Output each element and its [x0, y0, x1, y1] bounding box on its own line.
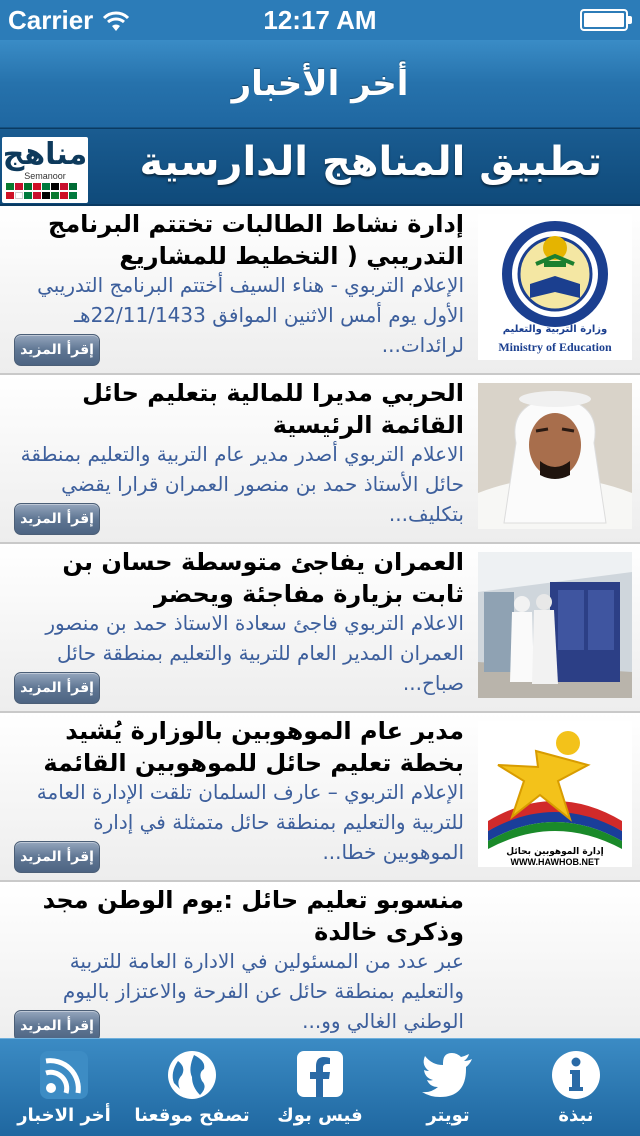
- tab-latest-news[interactable]: [0, 1039, 128, 1136]
- read-more-button[interactable]: إقرأ المزيد: [14, 503, 100, 535]
- rss-icon: [34, 1047, 94, 1103]
- news-item[interactable]: [0, 544, 640, 713]
- ministry-of-education-logo: [478, 214, 632, 360]
- thumb-caption: إدارة الموهوبين بحائل WWW.HAWHOB.NET: [506, 847, 604, 867]
- news-summary: الإعلام التربوي - هناء السيف أختتم البرنامج التدريبي الأول يوم أمس الاثنين الموافق 22/11/1433هـ لرائدات...: [37, 273, 464, 357]
- clock: 12:17 AM: [263, 5, 377, 35]
- app-banner: [0, 128, 640, 206]
- manahej-logo: [2, 137, 88, 203]
- news-summary: عبر عدد من المسئولين في الادارة العامة للتربية والتعليم بمنطقة حائل عن الفرحة والاعتزاز باليوم الوطني الغالي وو...: [62, 949, 464, 1033]
- carrier-label: Carrier: [8, 5, 94, 35]
- status-bar: [0, 0, 640, 40]
- tab-about[interactable]: [512, 1039, 640, 1136]
- tab-label: فيس بوك: [277, 1105, 363, 1126]
- tab-label: نبذة: [558, 1105, 594, 1126]
- page-title: أخر الأخبار: [231, 63, 409, 104]
- news-title[interactable]: إدارة نشاط الطالبات تختتم البرنامج التدريبي ( التخطيط للمشاريع: [48, 210, 464, 270]
- thumb-caption: وزارة التربية والتعليم: [502, 324, 608, 335]
- tab-label: أخر الاخبار: [17, 1105, 111, 1126]
- tab-facebook[interactable]: [256, 1039, 384, 1136]
- tab-twitter[interactable]: [384, 1039, 512, 1136]
- facebook-icon: [290, 1047, 350, 1103]
- news-summary: الإعلام التربوي – عارف السلمان تلقت الإدارة العامة للتربية والتعليم بمنطقة حائل متمثلة في إدارة الموهوبين خطا...: [36, 780, 464, 864]
- gifted-star-logo: [478, 721, 632, 867]
- news-title[interactable]: العمران يفاجئ متوسطة حسان بن ثابت بزيارة مفاجئة ويحضر: [62, 548, 464, 608]
- news-summary: الاعلام التربوي أصدر مدير عام التربية والتعليم بمنطقة حائل الأستاذ حمد بن منصور العمران قرارا يقضي بتكليف...: [20, 442, 464, 526]
- news-title[interactable]: مدير عام الموهوبين بالوزارة يُشيد بخطة تعليم حائل للموهوبين القائمة: [43, 717, 464, 777]
- nav-bar: [0, 40, 640, 128]
- logo-text: مناهج: [2, 137, 88, 172]
- news-summary: الاعلام التربوي فاجئ سعادة الاستاذ حمد بن منصور العمران المدير العام للتربية والتعليم بمنطقة حائل صباح...: [45, 611, 464, 695]
- banner-title: تطبيق المناهج الدارسية: [139, 139, 602, 185]
- news-item[interactable]: [0, 882, 640, 1038]
- read-more-button[interactable]: إقرأ المزيد: [14, 841, 100, 873]
- twitter-icon: [418, 1047, 478, 1103]
- read-more-button[interactable]: إقرأ المزيد: [14, 334, 100, 366]
- tab-bar: [0, 1038, 640, 1136]
- school-hallway-photo: [478, 552, 632, 698]
- news-title[interactable]: منسوبو تعليم حائل :يوم الوطن مجد وذكرى خالدة: [42, 886, 464, 946]
- tab-label: تصفح موقعنا: [134, 1105, 250, 1126]
- flags-icon: [6, 183, 84, 199]
- thumb-caption-en: Ministry of Education: [498, 340, 612, 354]
- news-item[interactable]: [0, 713, 640, 882]
- news-title[interactable]: الحربي مديرا للمالية بتعليم حائل القائمة الرئيسية: [82, 379, 464, 439]
- news-list[interactable]: [0, 206, 640, 1038]
- read-more-button[interactable]: إقرأ المزيد: [14, 672, 100, 704]
- news-item[interactable]: [0, 206, 640, 375]
- battery-icon: [580, 9, 628, 31]
- info-icon: [546, 1047, 606, 1103]
- tab-label: تويتر: [426, 1105, 470, 1126]
- portrait-photo: [478, 383, 632, 529]
- news-item[interactable]: [0, 375, 640, 544]
- tab-browse-site[interactable]: [128, 1039, 256, 1136]
- read-more-button[interactable]: إقرأ المزيد: [14, 1010, 100, 1038]
- logo-subtitle: Semanoor: [24, 171, 66, 181]
- globe-icon: [162, 1047, 222, 1103]
